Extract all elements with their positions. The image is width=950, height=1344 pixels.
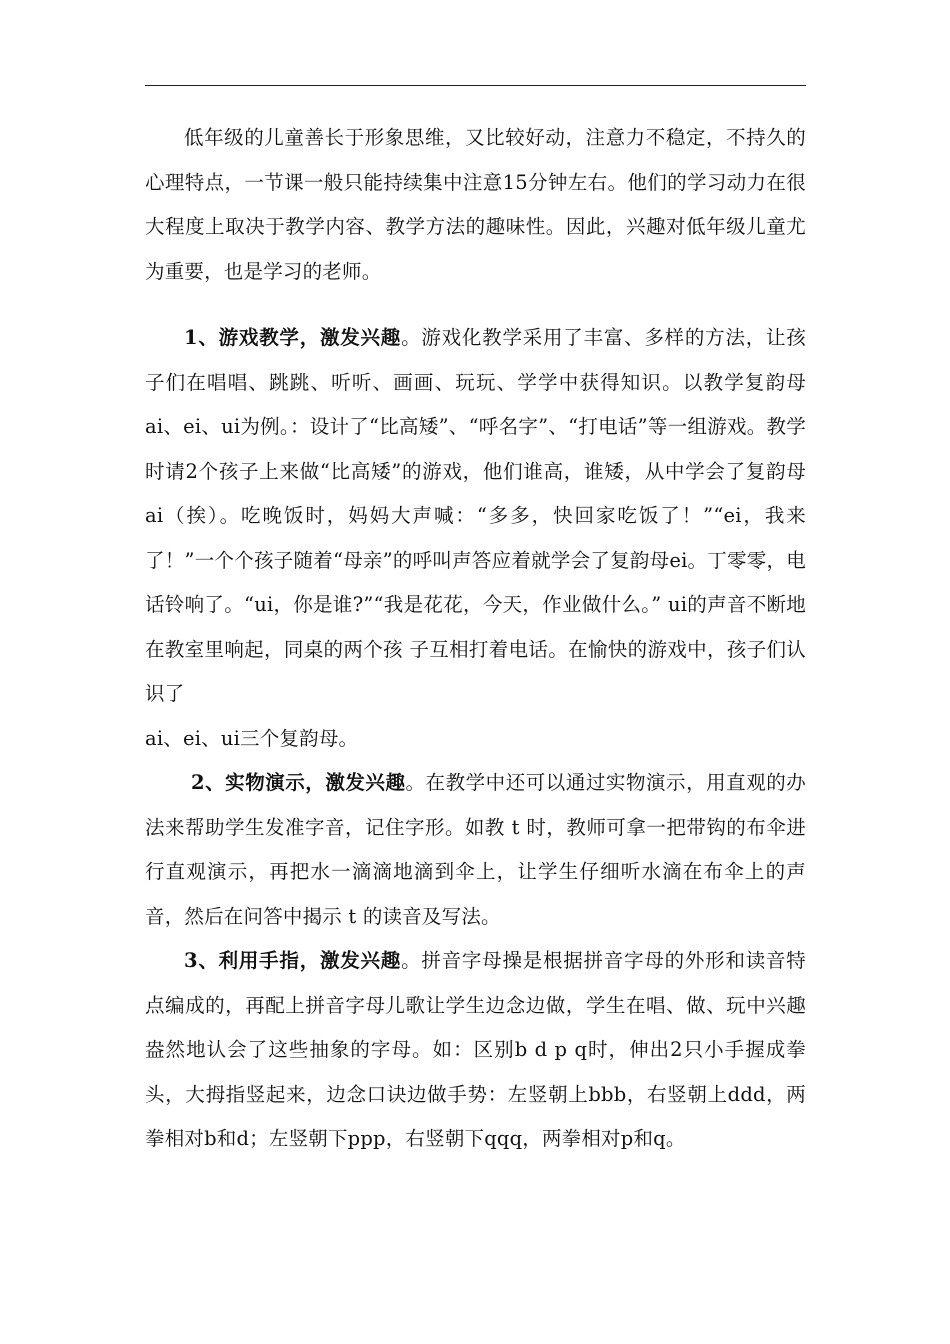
section-2-heading: 2、实物演示，激发兴趣	[191, 771, 406, 794]
intro-paragraph: 低年级的儿童善长于形象思维，又比较好动，注意力不稳定，不持久的心理特点，一节课一般只能持续集中注意15分钟左右。他们的学习动力在很大程度上取决于教学内容、教学方法的趣味性。因此，兴趣对低年级儿童尤为重要，也是学习的老师。	[145, 126, 806, 283]
header-rule	[145, 85, 806, 86]
section-2-paragraph	[145, 761, 806, 939]
section-3-text: 。拼音字母操是根据拼音字母的外形和读音特点编成的，再配上拼音字母儿歌让学生边念边做，学生在唱、做、玩中兴趣盎然地认会了这些抽象的字母。如：区别b d p q时，伸出2只小手握成拳头，大拇指竖起来，边念口诀边做手势：左竖朝上bbb，右竖朝上ddd，两拳相对b和d；左竖朝下ppp，右竖朝下qqq，两拳相对p和q。	[145, 949, 806, 1150]
section-2-text: 。在教学中还可以通过实物演示，用直观的办法来帮助学生发准字音，记住字形。如教 t 时，教师可拿一把带钩的布伞进行直观演示，再把水一滴滴地滴到伞上，让学生仔细听水滴在布伞上的声音，然后在问答中揭示 t 的读音及写法。	[145, 771, 806, 928]
section-3-paragraph	[145, 939, 806, 1162]
section-1-continuation: ai、ei、ui三个复韵母。	[145, 726, 359, 750]
section-1-heading: 1、游戏教学，激发兴趣	[184, 326, 402, 349]
section-1-text: 。游戏化教学采用了丰富、多样的方法，让孩子们在唱唱、跳跳、听听、画画、玩玩、学学中获得知识。以教学复韵母ai、ei、ui为例。：设计了“比高矮”、“呼名字”、“打电话”等一组游戏。教学时请2个孩子上来做“比高矮”的游戏，他们谁高，谁矮，从中学会了复韵母ai（挨）。吃晚饭时，妈妈大声喊：“多多，快回家吃饭了！”“ei，我来了！”一个个孩子随着“母亲”的呼叫声答应着就学会了复韵母ei。丁零零，电话铃响了。“ui，你是谁?”“我是花花，今天，作业做什么。” ui的声音不断地在教室里响起，同桌的两个孩 子互相打着电话。在愉快的游戏中，孩子们认识了	[145, 326, 806, 705]
document-body	[145, 116, 806, 1162]
section-1-paragraph	[145, 316, 806, 717]
section-3-heading: 3、利用手指，激发兴趣	[184, 949, 402, 972]
